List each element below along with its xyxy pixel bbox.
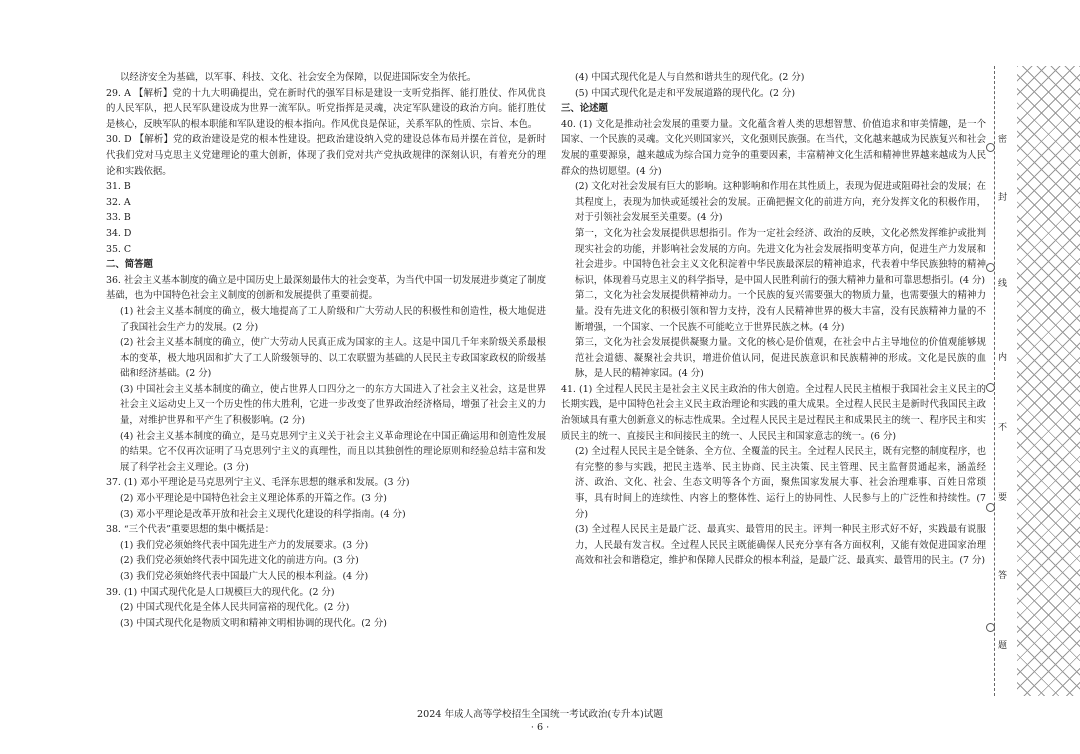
seal-char: 内 bbox=[998, 353, 1008, 363]
answer-paragraph: 32. A bbox=[106, 196, 131, 208]
answer-paragraph: (3) 邓小平理论是改革开放和社会主义现代化建设的科学指南。(4 分) bbox=[120, 508, 406, 520]
answer-paragraph: 34. D bbox=[106, 227, 132, 239]
answer-paragraph: (2) 我们党必须始终代表中国先进文化的前进方向。(3 分) bbox=[120, 555, 359, 567]
answer-paragraph: (4) 社会主义基本制度的确立，是马克思列宁主义关于社会主义革命理论在中国正确运用和创造性发展的结果。它不仅再次证明了马克思列宁主义的真理性，而且以其独创性的理论原则和经验总结丰富和发展了科学社会主义理论。(3 分) bbox=[120, 430, 546, 473]
answer-paragraph: (5) 中国式现代化是走和平发展道路的现代化。(2 分) bbox=[575, 87, 796, 99]
answer-paragraph: (2) 中国式现代化是全体人民共同富裕的现代化。(2 分) bbox=[120, 602, 350, 614]
page-footer: 2024 年成人高等学校招生全国统一考试政治(专升本)试题 bbox=[416, 709, 663, 720]
seal-dashed-line bbox=[994, 66, 995, 696]
answer-paragraph: 第一，文化为社会发展提供思想指引。作为一定社会经济、政治的反映，文化必然发挥维护或批判现实社会的功能，并影响社会发展的方向。先进文化为社会发展指明变革方向，促进生产力发展和社会进步。中国特色社会主义文化积淀着中华民族最深层的精神追求，代表着中华民族独特的精神标识，体现着马克思主义的科学指导，是中国人民胜利前行的强大精神力量和可靠思想指引。(4 分) bbox=[575, 227, 986, 286]
answer-paragraph: 38. “三个代表”重要思想的集中概括是： bbox=[106, 524, 275, 536]
seal-char: 题 bbox=[998, 641, 1008, 651]
seal-circle-icon bbox=[986, 383, 995, 392]
page-number: · 6 · bbox=[530, 722, 550, 733]
answer-paragraph: 41. (1) 全过程人民民主是社会主义民主政治的伟大创造。全过程人民民主植根于我国社会主义民主的长期实践，是中国特色社会主义民主政治理论和实践的重大成果。全过程人民民主是新时代我国民主政治领域具有重大创新意义的标志性成果。全过程人民民主是过程民主和成果民主的统一、程序民主和实质民主的统一、直接民主和间接民主的统一、人民民主和国家意志的统一。(6 分) bbox=[561, 383, 986, 442]
seal-char: 密 bbox=[998, 135, 1008, 145]
answer-paragraph: (3) 中国式现代化是物质文明和精神文明相协调的现代化。(2 分) bbox=[120, 617, 387, 629]
seal-circle-icon bbox=[986, 143, 995, 152]
answer-paragraph: (2) 社会主义基本制度的确立，使广大劳动人民真正成为国家的主人。这是中国几千年来阶级关系最根本的变革，极大地巩固和扩大了工人阶级领导的、以工农联盟为基础的人民民主专政国家政权的阶级基础和经济基础。(2 分) bbox=[120, 337, 546, 380]
left-column bbox=[106, 70, 546, 631]
decorative-hatch-border bbox=[1017, 66, 1080, 696]
answer-paragraph: (2) 文化对社会发展有巨大的影响。这种影响和作用在其性质上，表现为促进或阻碍社会的发展；在其程度上，表现为加快或延缓社会的发展。正确把握文化的前进方向，充分发挥文化的积极作用，对于引领社会发展至关重要。(4 分) bbox=[575, 181, 986, 224]
answer-paragraph: 36. 社会主义基本制度的确立是中国历史上最深刻最伟大的社会变革，为当代中国一切发展进步奠定了制度基础，也为中国特色社会主义制度的创新和发展提供了重要前提。 bbox=[106, 274, 546, 302]
answer-paragraph: 29. A 【解析】党的十九大明确提出，党在新时代的强军目标是建设一支听党指挥、能打胜仗、作风优良的人民军队，把人民军队建设成为世界一流军队。听党指挥是灵魂，决定军队建设的政治方向。能打胜仗是核心，反映军队的根本职能和军队建设的根本指向。作风优良是保证，关系军队的性质、宗旨、本色。 bbox=[106, 87, 546, 130]
seal-char: 不 bbox=[998, 423, 1008, 433]
seal-char: 答 bbox=[998, 571, 1008, 581]
section-heading: 二、简答题 bbox=[106, 259, 153, 271]
answer-paragraph: (3) 我们党必须始终代表中国最广大人民的根本利益。(4 分) bbox=[120, 571, 369, 582]
seal-char: 要 bbox=[998, 493, 1008, 503]
seal-char: 线 bbox=[998, 279, 1008, 289]
section-heading: 三、论述题 bbox=[561, 103, 608, 115]
answer-paragraph: 第二，文化为社会发展提供精神动力。一个民族的复兴需要强大的物质力量，也需要强大的精神力量。没有先进文化的积极引领和智力支持，没有人民精神世界的极大丰富，没有民族精神力量的不断增强，一个国家、一个民族不可能屹立于世界民族之林。(4 分) bbox=[575, 290, 986, 333]
seal-circle-icon bbox=[986, 263, 995, 272]
right-column bbox=[561, 70, 986, 569]
answer-paragraph: (2) 邓小平理论是中国特色社会主义理论体系的开篇之作。(3 分) bbox=[120, 493, 387, 505]
answer-paragraph: (3) 中国社会主义基本制度的确立，使占世界人口四分之一的东方大国进入了社会主义社会，这是世界社会主义运动史上又一个历史性的伟大胜利，它进一步改变了世界政治经济格局，增强了社会主义的力量，对维护世界和平产生了积极影响。(2 分) bbox=[120, 383, 546, 427]
answer-paragraph: (3) 全过程人民民主是最广泛、最真实、最管用的民主。评判一种民主形式好不好，实践最有说服力，人民最有发言权。全过程人民民主既能确保人民充分享有各方面权利，又能有效促进国家治理高效和社会和谐稳定，维护和保障人民群众的根本利益，是最广泛、最真实、最管用的民主。(7 分) bbox=[575, 524, 986, 567]
answer-paragraph: 40. (1) 文化是推动社会发展的重要力量。文化蕴含着人类的思想智慧、价值追求和审美情趣，是一个国家、一个民族的灵魂。文化兴则国家兴，文化强则民族强。在当代，文化越来越成为民族复兴和社会发展的重要源泉，越来越成为综合国力竞争的重要因素，丰富精神文化生活和精神世界越来越成为人民群众的热切愿望。(4 分) bbox=[561, 118, 986, 177]
answer-paragraph: 39. (1) 中国式现代化是人口规模巨大的现代化。(2 分) bbox=[106, 586, 335, 598]
answer-paragraph: 30. D 【解析】党的政治建设是党的根本性建设。把政治建设纳入党的建设总体布局并摆在首位，是新时代我们党对马克思主义党建理论的重大创新，体现了我们党对共产党执政规律的深刻认识，有着充分的理论和实践依据。 bbox=[106, 134, 546, 177]
seal-circle-icon bbox=[986, 623, 995, 632]
answer-paragraph: (1) 我们党必须始终代表中国先进生产力的发展要求。(3 分) bbox=[120, 539, 369, 551]
answer-paragraph: (4) 中国式现代化是人与自然和谐共生的现代化。(2 分) bbox=[575, 72, 805, 83]
answer-paragraph: (1) 社会主义基本制度的确立，极大地提高了工人阶级和广大劳动人民的积极性和创造性，极大地促进了我国社会生产力的发展。(2 分) bbox=[120, 305, 546, 333]
answer-paragraph: 31. B bbox=[106, 181, 131, 193]
answer-paragraph: 以经济安全为基础，以军事、科技、文化、社会安全为保障，以促进国际安全为依托。 bbox=[120, 72, 477, 83]
answer-paragraph: (2) 全过程人民民主是全链条、全方位、全覆盖的民主。全过程人民民主，既有完整的制度程序，也有完整的参与实践，把民主选举、民主协商、民主决策、民主管理、民主监督贯通起来，涵盖经济、政治、文化、社会、生态文明等各个方面，聚焦国家发展大事、社会治理难事、百姓日常琐事，具有时间上的连续性、内容上的整体性、运行上的协同性、人民参与上的广泛性和持续性。(7 分) bbox=[575, 446, 986, 520]
seal-circle-icon bbox=[986, 503, 995, 512]
seal-char: 封 bbox=[998, 193, 1008, 203]
answer-paragraph: 37. (1) 邓小平理论是马克思列宁主义、毛泽东思想的继承和发展。(3 分) bbox=[106, 477, 410, 489]
answer-paragraph: 33. B bbox=[106, 212, 131, 224]
answer-paragraph: 第三，文化为社会发展提供凝聚力量。文化的核心是价值观，在社会中占主导地位的价值观能够规范社会道德、凝聚社会共识，增进价值认同，促进民族意识和民族精神的形成。文化是民族的血脉，是人民的精神家园。(4 分) bbox=[575, 337, 986, 380]
answer-paragraph: 35. C bbox=[106, 243, 132, 255]
